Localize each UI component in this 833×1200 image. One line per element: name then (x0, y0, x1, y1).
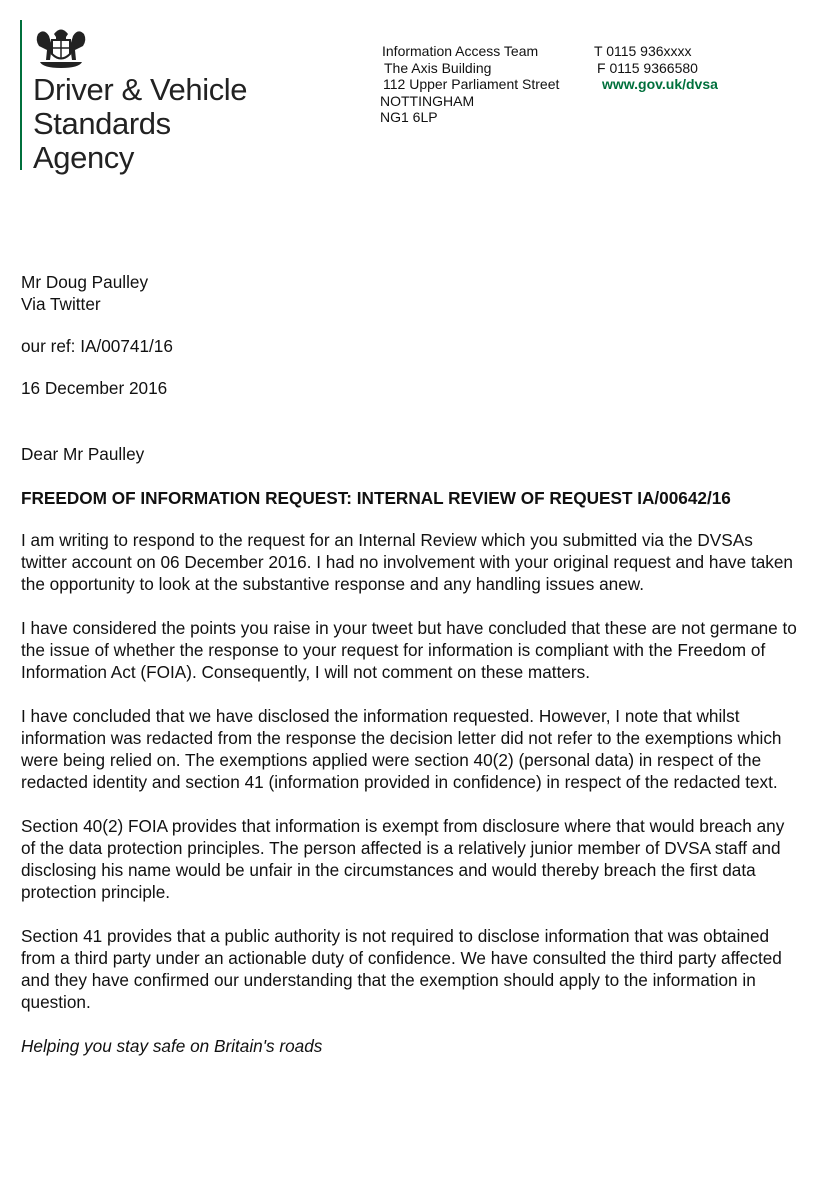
address-street: 112 Upper Parliament Street (383, 76, 560, 92)
letter-date: 16 December 2016 (21, 378, 168, 398)
address-city: NOTTINGHAM (380, 92, 475, 109)
salutation: Dear Mr Paulley (21, 444, 145, 464)
body-paragraph: Section 41 provides that a public authority is not required to disclose information that was obtained from a third party under an actionable duty of confidence. We have consulted the third party affected and they have confirmed our understanding that the exemption should apply to the information in question. (21, 926, 782, 1012)
tagline: Helping you stay safe on Britain's roads (21, 1036, 323, 1056)
address-team: Information Access Team (382, 43, 539, 59)
logo-rule (20, 20, 22, 170)
telephone-number: T 0115 936xxxx (594, 43, 692, 59)
royal-crest-icon (32, 20, 90, 70)
letter-body (21, 271, 801, 1057)
agency-name (33, 73, 247, 175)
body-paragraph: I have considered the points you raise in your tweet but have concluded that these are not germane to the issue of whether the response to your request for information is compliant with the Freedom of Information Act (FOIA). Consequently, I will not comment on these matters. (21, 618, 797, 682)
address-postcode: NG1 6LP (380, 109, 438, 125)
agency-name-line-2: Standards (33, 106, 171, 141)
agency-name-line-1: Driver & Vehicle (33, 72, 248, 107)
reference-number: our ref: IA/00741/16 (21, 336, 173, 356)
body-paragraph: Section 40(2) FOIA provides that information is exempt from disclosure where that would breach any of the data protection principles. The person affected is a relatively junior member of DVSA staff and disclosing his name would be unfair in the circumstances and would thereby breach the first data protection principle. (21, 816, 785, 902)
sender-address (382, 43, 559, 126)
body-paragraph: I have concluded that we have disclosed the information requested. However, I note that whilst information was redacted from the response the decision letter did not refer to the exemptions which were being relied on. The exemptions applied were section 40(2) (personal data) in respect of the redacted identity and section 41 (information provided in confidence) in respect of the redacted text. (21, 706, 782, 792)
website-link[interactable]: www.gov.uk/dvsa (602, 76, 718, 92)
fax-number: F 0115 9366580 (597, 59, 698, 76)
body-paragraph: I am writing to respond to the request for an Internal Review which you submitted via the DVSAs twitter account on 06 December 2016. I had no involvement with your original request and have taken the opportunity to look at the substantive response and any handling issues anew. (21, 530, 793, 594)
subject-line: FREEDOM OF INFORMATION REQUEST: INTERNAL REVIEW OF REQUEST IA/00642/16 (21, 488, 731, 508)
recipient-name: Mr Doug Paulley (21, 272, 149, 292)
address-building: The Axis Building (384, 59, 492, 76)
recipient-via: Via Twitter (21, 294, 101, 314)
sender-contacts (594, 43, 718, 93)
agency-name-line-3: Agency (33, 140, 134, 175)
